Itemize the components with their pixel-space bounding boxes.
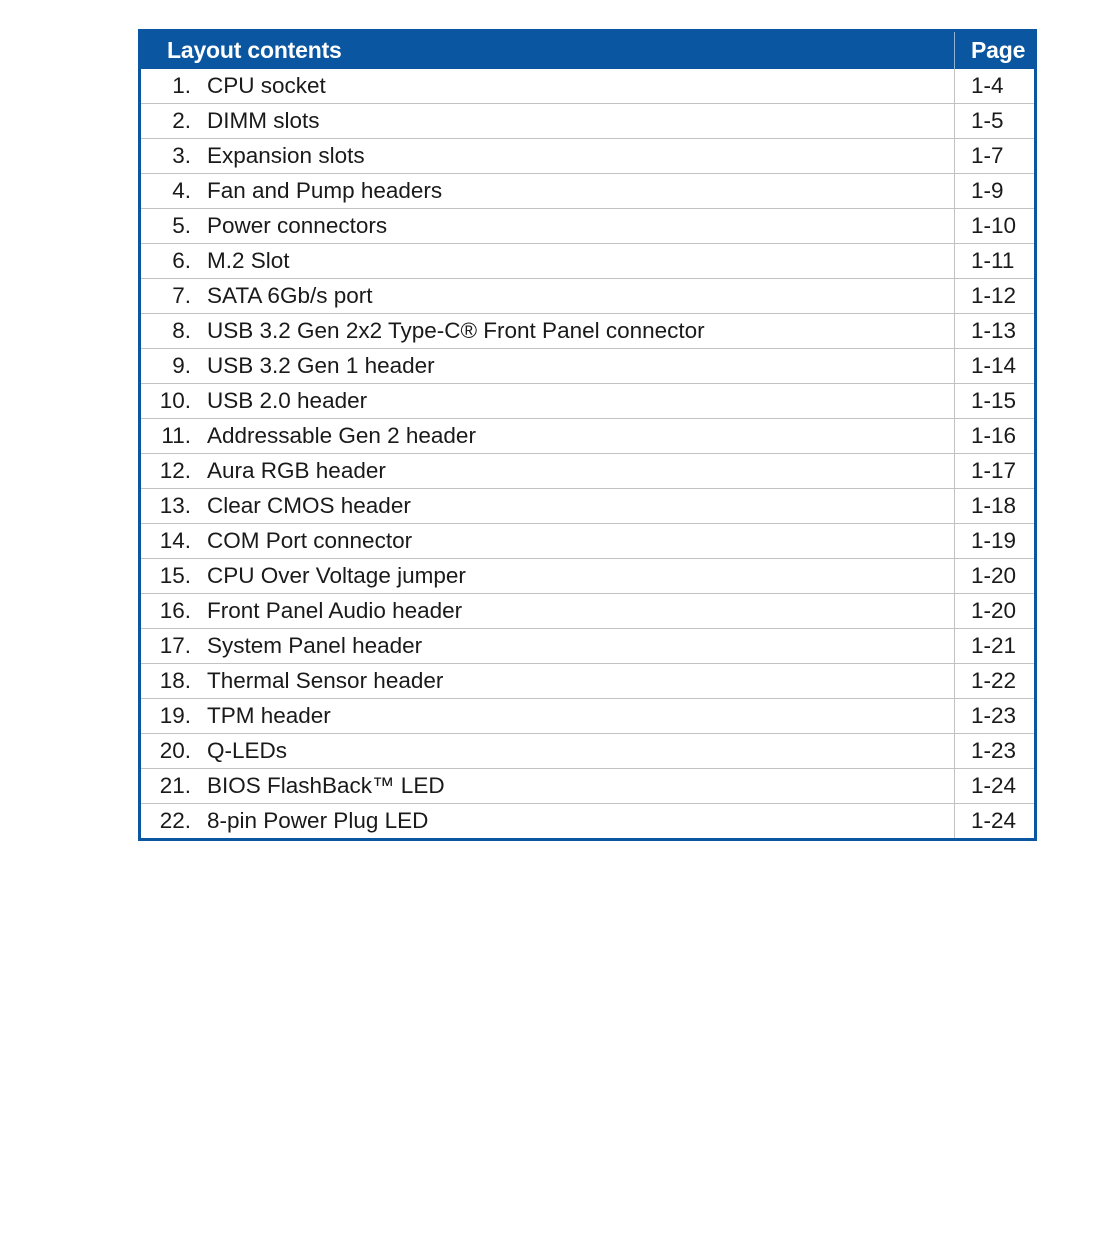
item-page: 1-11 [955,244,1036,279]
table-row [140,734,1036,769]
item-number: 11. [161,423,191,448]
item-cell [140,804,955,840]
item-name: USB 3.2 Gen 2x2 Type-C® Front Panel connector [207,318,705,343]
item-number: 12. [159,458,191,483]
table-row [140,524,1036,559]
item-cell [140,69,955,104]
item-number: 13. [159,493,191,518]
item-name: DIMM slots [207,108,320,133]
item-page: 1-20 [955,594,1036,629]
item-page: 1-5 [955,104,1036,139]
item-cell [140,594,955,629]
item-name: Q-LEDs [207,738,288,763]
item-cell [140,454,955,489]
item-page: 1-22 [955,664,1036,699]
table-row [140,454,1036,489]
item-page: 1-18 [955,489,1036,524]
item-cell [140,174,955,209]
item-cell [140,559,955,594]
item-cell [140,629,955,664]
item-page: 1-4 [955,69,1036,104]
item-name: Front Panel Audio header [207,598,463,623]
page-header: Page [955,31,1036,70]
table-row [140,314,1036,349]
table-body [140,69,1036,840]
table-row [140,209,1036,244]
item-number: 18. [159,668,191,693]
table-row [140,699,1036,734]
item-cell [140,349,955,384]
item-page: 1-23 [955,734,1036,769]
item-name: CPU socket [207,73,326,98]
table-row [140,104,1036,139]
item-cell [140,139,955,174]
item-number: 4. [172,178,191,203]
table-row [140,804,1036,840]
item-cell [140,314,955,349]
table-row [140,279,1036,314]
item-number: 22. [159,808,191,833]
item-name: Clear CMOS header [207,493,411,518]
item-page: 1-15 [955,384,1036,419]
table-row [140,419,1036,454]
item-name: BIOS FlashBack™ LED [207,773,445,798]
item-number: 19. [159,703,191,728]
table-row [140,489,1036,524]
item-name: Power connectors [207,213,388,238]
item-name: SATA 6Gb/s port [207,283,373,308]
item-page: 1-12 [955,279,1036,314]
table-header-row [140,31,1036,70]
item-page: 1-9 [955,174,1036,209]
table-row [140,349,1036,384]
item-number: 7. [172,283,191,308]
item-page: 1-24 [955,769,1036,804]
item-number: 9. [172,353,191,378]
table-row [140,384,1036,419]
item-number: 5. [172,213,191,238]
table-row [140,769,1036,804]
item-name: USB 3.2 Gen 1 header [207,353,435,378]
table-row [140,629,1036,664]
item-number: 15. [159,563,191,588]
item-cell [140,104,955,139]
item-name: USB 2.0 header [207,388,368,413]
item-cell [140,209,955,244]
item-number: 16. [159,598,191,623]
item-number: 14. [159,528,191,553]
item-page: 1-21 [955,629,1036,664]
item-name: CPU Over Voltage jumper [207,563,466,588]
item-page: 1-10 [955,209,1036,244]
item-cell [140,664,955,699]
layout-contents-header: Layout contents [140,31,955,70]
item-cell [140,244,955,279]
item-page: 1-14 [955,349,1036,384]
item-number: 21. [159,773,191,798]
table-row [140,559,1036,594]
item-page: 1-20 [955,559,1036,594]
item-number: 8. [172,318,191,343]
table-row [140,174,1036,209]
item-page: 1-13 [955,314,1036,349]
table-row [140,139,1036,174]
item-cell [140,699,955,734]
item-name: Fan and Pump headers [207,178,443,203]
item-number: 20. [159,738,191,763]
item-cell [140,734,955,769]
item-number: 6. [172,248,191,273]
item-name: Addressable Gen 2 header [207,423,476,448]
item-number: 3. [172,143,191,168]
item-cell [140,524,955,559]
item-cell [140,419,955,454]
item-page: 1-16 [955,419,1036,454]
item-page: 1-17 [955,454,1036,489]
item-name: TPM header [207,703,331,728]
item-name: System Panel header [207,633,423,658]
item-cell [140,279,955,314]
layout-contents-table [138,29,1037,841]
item-page: 1-7 [955,139,1036,174]
table-row [140,244,1036,279]
item-number: 1. [172,73,191,98]
item-number: 2. [172,108,191,133]
item-page: 1-19 [955,524,1036,559]
table-row [140,69,1036,104]
item-name: M.2 Slot [207,248,290,273]
item-cell [140,489,955,524]
item-name: Expansion slots [207,143,365,168]
item-cell [140,769,955,804]
item-name: Thermal Sensor header [207,668,444,693]
table-row [140,664,1036,699]
item-name: 8-pin Power Plug LED [207,808,429,833]
item-cell [140,384,955,419]
item-name: COM Port connector [207,528,413,553]
item-number: 10. [159,388,191,413]
item-page: 1-24 [971,808,1017,833]
table-row [140,594,1036,629]
item-page: 1-23 [955,699,1036,734]
item-number: 17. [159,633,191,658]
item-name: Aura RGB header [207,458,386,483]
